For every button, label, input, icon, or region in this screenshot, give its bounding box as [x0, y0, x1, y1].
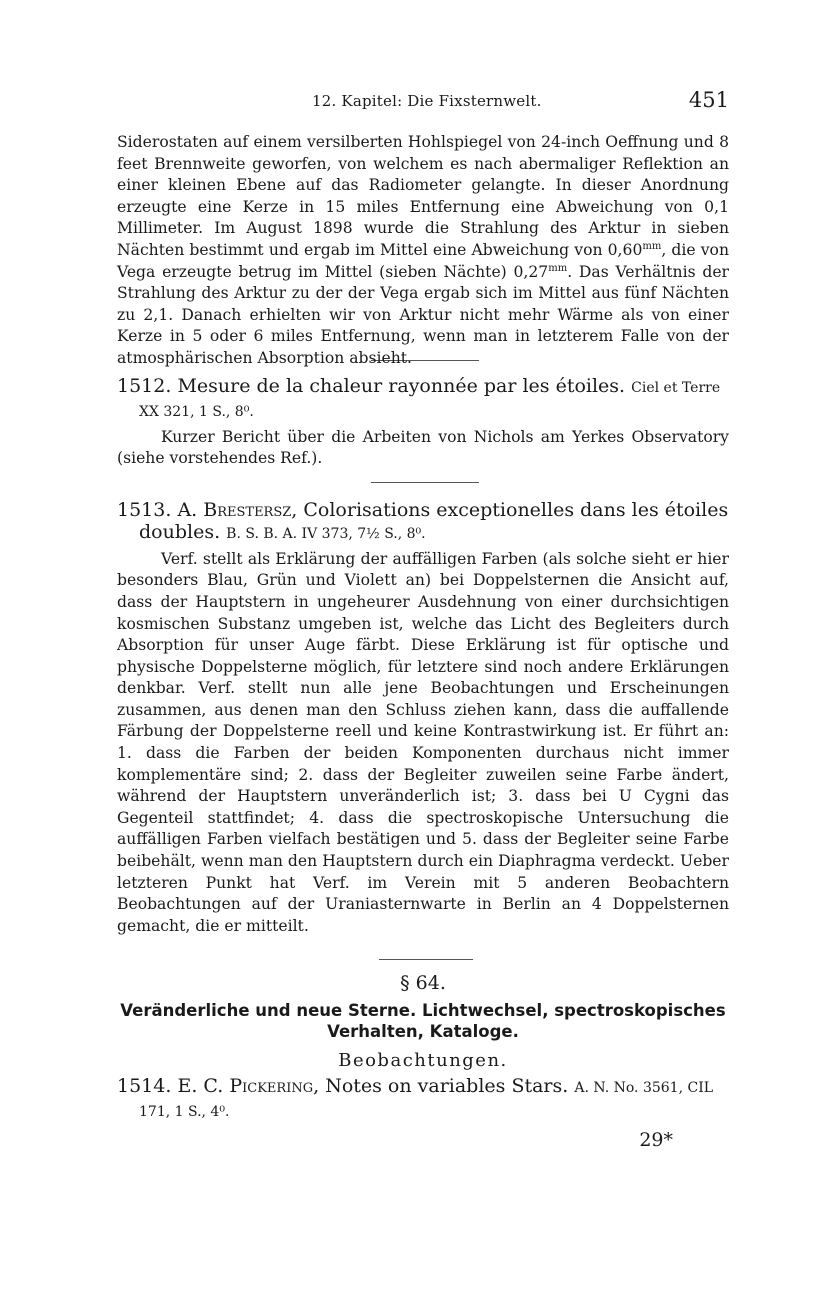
entry-1513-text: Verf. stellt als Erklärung der auffälligen Farben (als solche sieht er hier besonders Blau, Grün und Violett an) bei Doppelsternen die Ansicht auf, dass der Hauptstern in ungeheurer Ausdehnung von einer durchsichtigen kosmischen Substanz umgeben ist, welche das Licht des Begleiters durch Absorption für unser Auge färbt. Diese Erklärung ist für optische und physische Doppelsterne möglich, für letztere sind noch andere Erklärungen denkbar. Verf. stellt nun alle jene Beobachtungen und Erscheinungen zusammen, aus denen man den Schluss ziehen kann, dass die auffallende Färbung der Doppelsterne reell und keine Kontrastwirkung ist. Er führt an: 1. dass die Farben der beiden Komponenten durchaus nicht immer komplementäre sind; 2. dass der Begleiter zuweilen seine Farbe ändert, während der Hauptstern unveränderlich ist; 3. dass bei U Cygni das Gegenteil stattfindet; 4. dass die spectroskopische Untersuchung die auffälligen Farben vielfach bestätigen und 5. dass der Begleiter seine Farbe beibehält, wenn man den Hauptstern durch ein Diaphragma verdeckt. Ueber letzteren Punkt hat Verf. im Verein mit 5 anderen Beobachtern Beobachtungen auf der Uraniasternwarte in Berlin an 4 Doppelsternen gemacht, die er mitteilt.: [117, 549, 729, 935]
entry-author: A. Brestersz,: [177, 498, 298, 521]
entry-title: Mesure de la chaleur rayonnée par les étoiles.: [177, 374, 626, 397]
entry-author: E. C. Pickering,: [177, 1075, 320, 1098]
running-head: [117, 90, 729, 120]
entry-title: Colorisations exceptionelles dans les étoiles doubles.: [139, 498, 729, 543]
entry-title: Notes on variables Stars.: [325, 1075, 569, 1098]
entry-citation: A. N. No. 3561, CIL 171, 1 S., 4⁰.: [139, 1080, 714, 1121]
subheading: Beobachtungen.: [338, 1050, 508, 1072]
entry-citation: Ciel et Terre XX 321, 1 S., 8⁰.: [139, 379, 721, 420]
divider: [379, 959, 473, 960]
entry-1514: [117, 1075, 729, 1123]
chapter-title: 12. Kapitel: Die Fixsternwelt.: [312, 92, 542, 110]
page-number: 451: [688, 88, 729, 112]
divider: [371, 482, 479, 483]
entry-number: 1514.: [117, 1075, 172, 1098]
entry-citation: B. S. B. A. IV 373, 7½ S., 8⁰.: [226, 525, 426, 542]
entry-1512-text: Kurzer Bericht über die Arbeiten von Nichols am Yerkes Observatory (siehe vorstehendes Ref.).: [117, 427, 729, 468]
entry-number: 1512.: [117, 374, 172, 397]
signature-mark: 29*: [639, 1129, 673, 1152]
entry-1512: [117, 375, 729, 423]
entry-1513: [117, 499, 729, 545]
entry-number: 1513.: [117, 498, 172, 521]
intro-paragraph: Siderostaten auf einem versilberten Hohlspiegel von 24-inch Oeffnung und 8 feet Brennweite geworfen, von welchem es nach abermaliger Reflektion an einer kleinen Ebene auf das Radiometer gelangte. In dieser Anordnung erzeugte eine Kerze in 15 miles Entfernung eine Abweichung von 0,1 Millimeter. Im August 1898 wurde die Strahlung des Arktur in sieben Nächten bestimmt und ergab im Mittel eine Abweichung von $0,60^{mm}$, die von Vega erzeugte betrug im Mittel (sieben Nächte) $0,27^{mm}$. Das Verhältnis der Strahlung des Arktur zu der der Vega ergab sich im Mittel aus fünf Nächten zu 2,1. Danach erhielten wir von Arktur nicht mehr Wärme als von einer Kerze in 5 oder 6 miles Entfernung, wenn man in letzterem Falle von der atmosphärischen Absorption absieht.: [117, 133, 730, 367]
document-page: [117, 90, 729, 1151]
section-mark: § 64.: [400, 972, 446, 995]
section-title: Veränderliche und neue Sterne. Lichtwechsel, spectroskopisches Verhalten, Kataloge.: [120, 1001, 726, 1042]
